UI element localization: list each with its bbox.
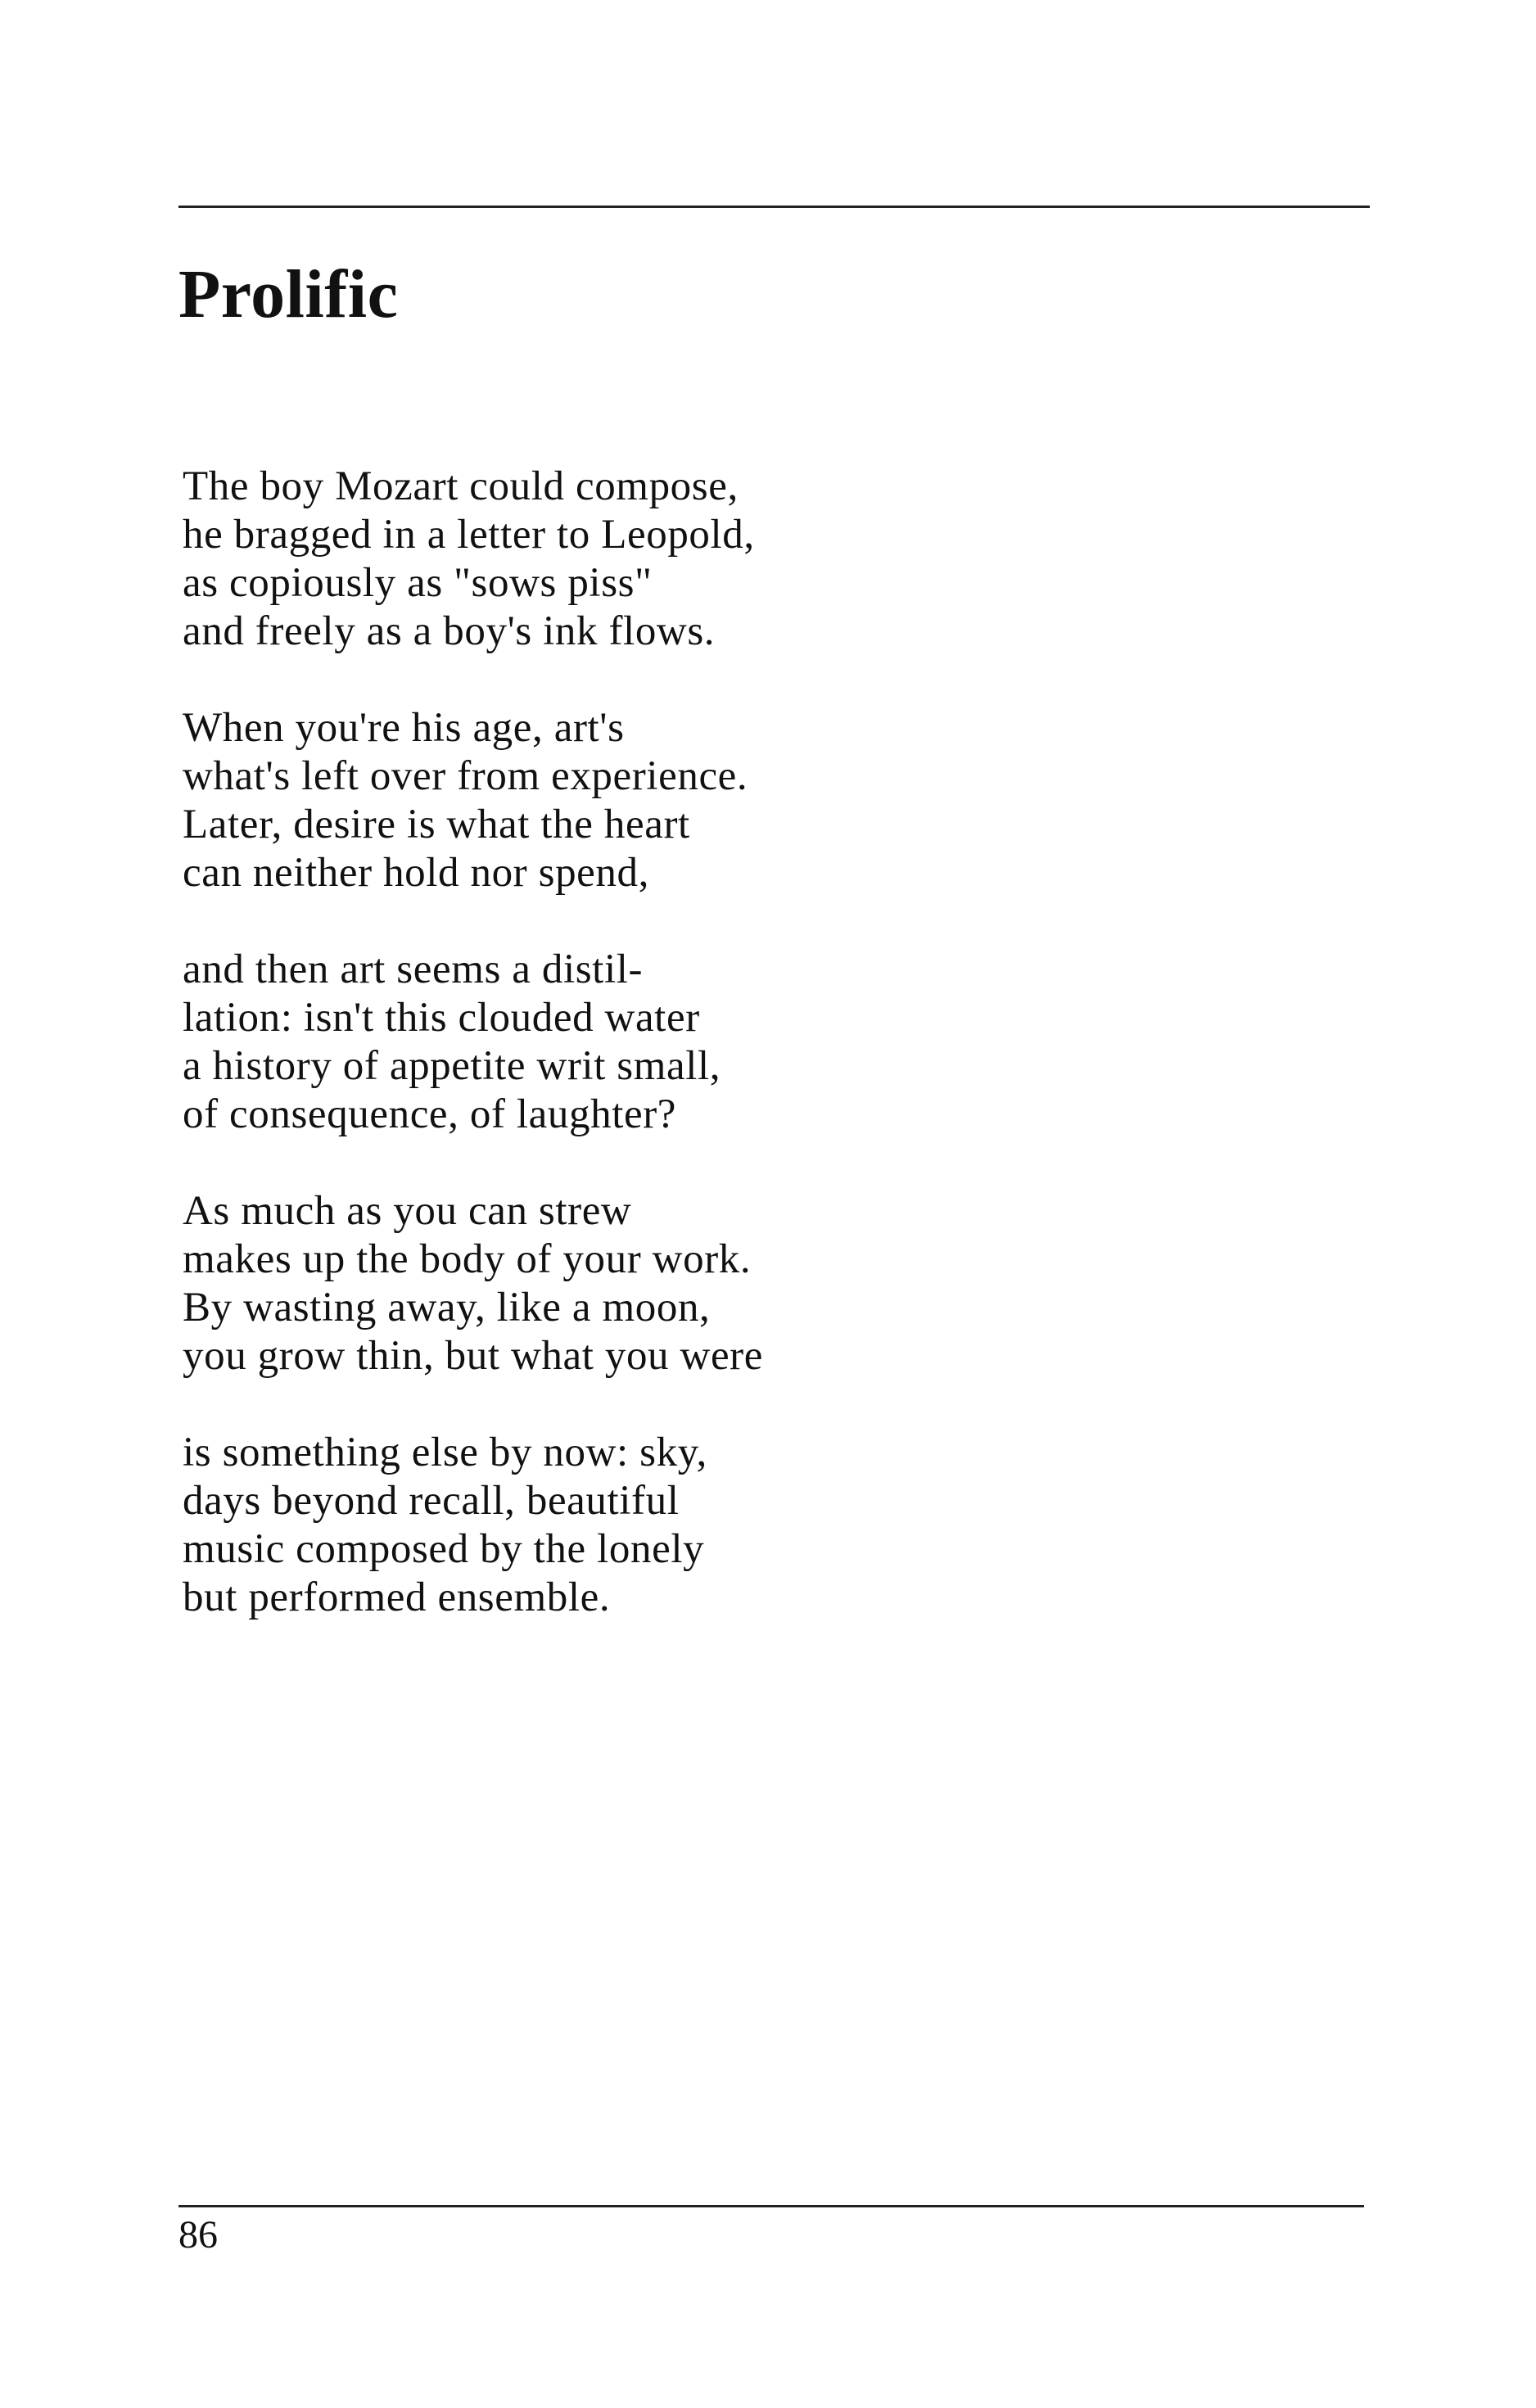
poem-line: a history of appetite writ small,: [183, 1043, 721, 1089]
poem-line: he bragged in a letter to Leopold,: [183, 512, 755, 558]
poem-line: can neither hold nor spend,: [183, 850, 649, 896]
poem-line: makes up the body of your work.: [183, 1236, 752, 1282]
bottom-rule: [178, 2205, 1364, 2207]
poem-title: Prolific: [178, 256, 399, 332]
stanza: [183, 946, 1329, 1139]
poem-line: lation: isn't this clouded water: [183, 995, 700, 1041]
poem-line: is something else by now: sky,: [183, 1430, 707, 1475]
poem-line: but performed ensemble.: [183, 1574, 611, 1620]
poem-line: of consequence, of laughter?: [183, 1091, 677, 1137]
stanza: [183, 1429, 1329, 1622]
top-rule: [178, 206, 1370, 208]
poem-line: as copiously as "sows piss": [183, 560, 653, 606]
poem-line: The boy Mozart could compose,: [183, 463, 739, 509]
stanza: [183, 463, 1329, 656]
page-number: 86: [178, 2213, 218, 2257]
stanza: [183, 704, 1329, 897]
poem-body: [183, 463, 1329, 1670]
stanza: [183, 1187, 1329, 1380]
poem-line: and then art seems a distil-: [183, 946, 644, 992]
poem-line: music composed by the lonely: [183, 1526, 705, 1572]
poem-line: When you're his age, art's: [183, 705, 625, 751]
poem-line: days beyond recall, beautiful: [183, 1478, 680, 1524]
poem-line: you grow thin, but what you were: [183, 1333, 763, 1379]
poem-line: and freely as a boy's ink flows.: [183, 608, 716, 654]
poem-line: By wasting away, like a moon,: [183, 1285, 711, 1330]
poem-line: Later, desire is what the heart: [183, 802, 690, 847]
poem-line: As much as you can strew: [183, 1188, 632, 1234]
poem-line: what's left over from experience.: [183, 753, 748, 799]
